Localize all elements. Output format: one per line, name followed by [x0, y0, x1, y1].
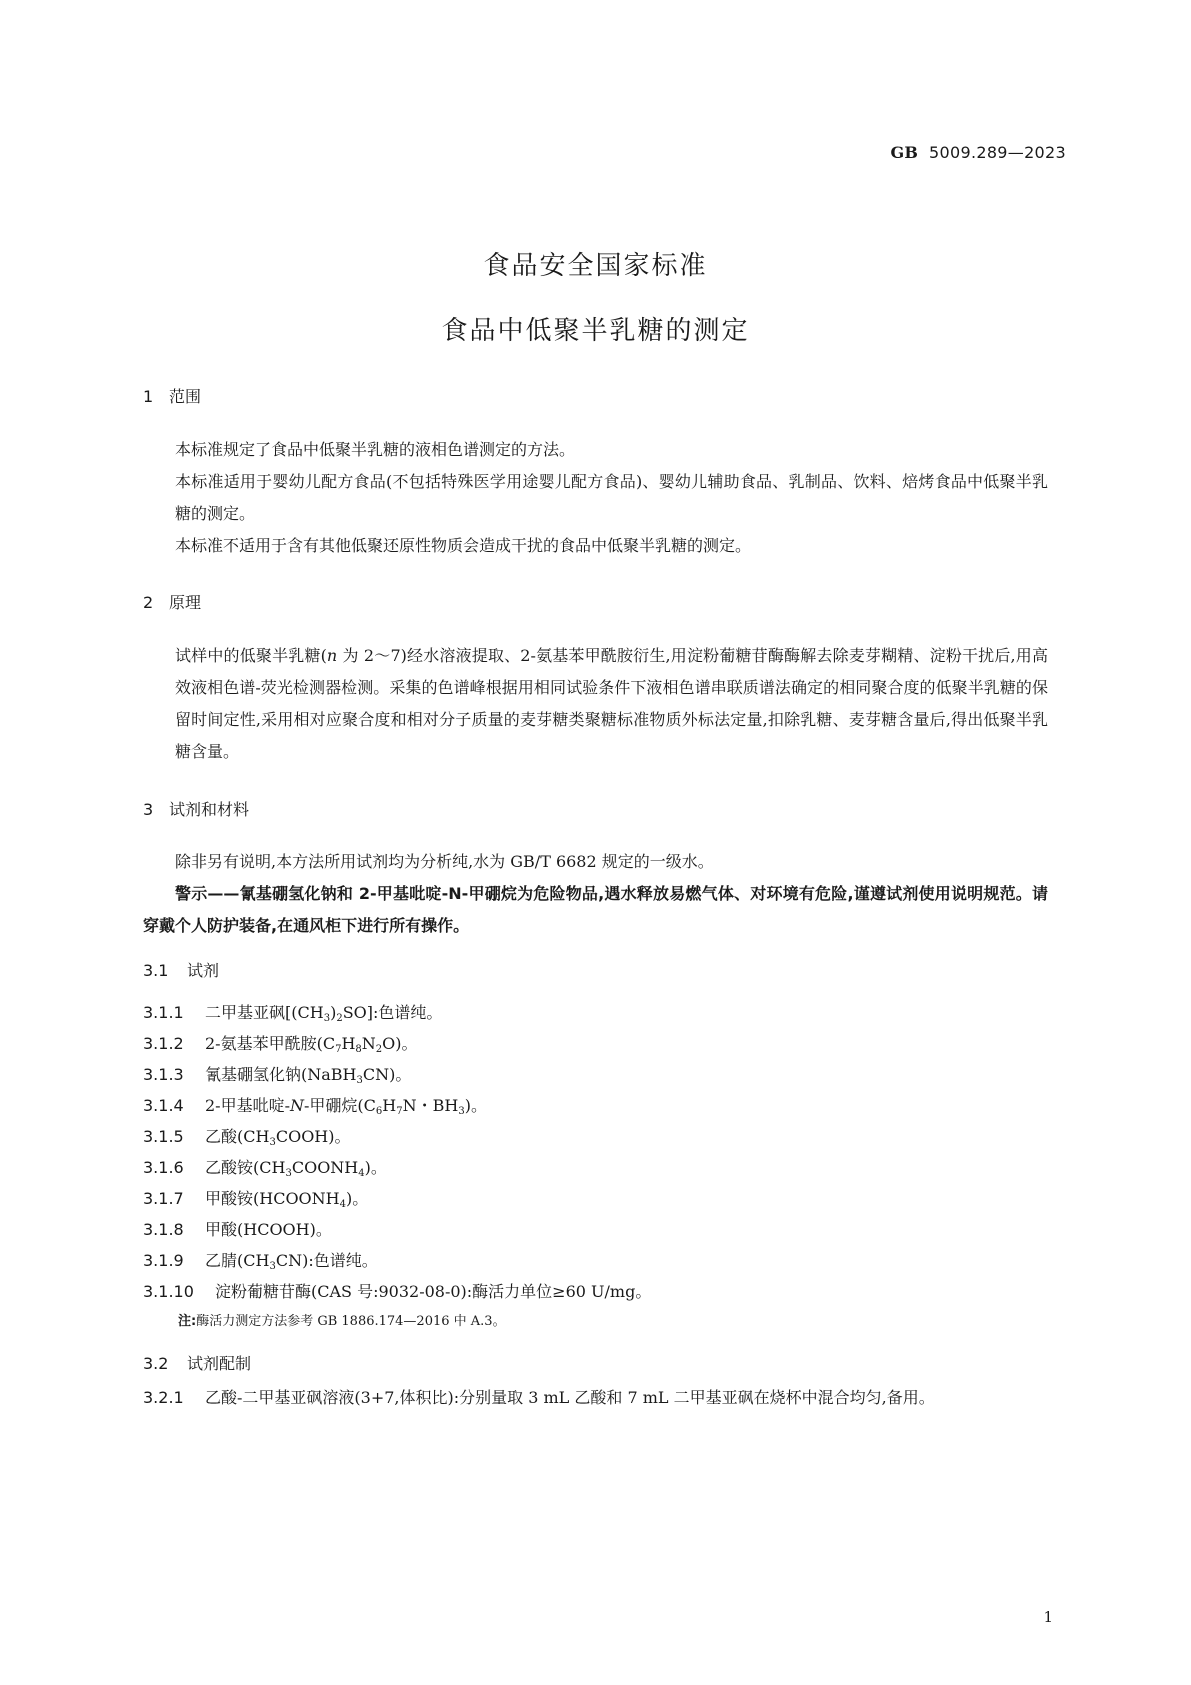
- reagent-item: [143, 1279, 651, 1302]
- text-run: N・BH: [402, 1096, 459, 1115]
- text-run: )。: [464, 1096, 487, 1115]
- text-run: 2-氨基苯甲酰胺(C: [205, 1034, 336, 1053]
- section-title: 试剂: [187, 961, 220, 980]
- subscript: 3: [323, 1013, 331, 1024]
- section-title: 试剂配制: [187, 1354, 252, 1373]
- text-run: )。: [346, 1189, 369, 1208]
- subscript: 2: [375, 1044, 383, 1055]
- standard-code: [890, 143, 1066, 162]
- subscript: 7: [335, 1044, 342, 1055]
- subscript: 4: [339, 1199, 347, 1210]
- text-run: COOH)。: [275, 1127, 351, 1146]
- section-number: 1: [143, 387, 154, 406]
- paragraph: 本标准规定了食品中低聚半乳糖的液相色谱测定的方法。: [175, 440, 576, 459]
- document-title-line2: 食品中低聚半乳糖的测定: [441, 316, 750, 346]
- section-number: 2: [143, 593, 154, 612]
- section-number: 3: [143, 800, 154, 819]
- item-number: 3.1.6: [143, 1158, 184, 1177]
- standard-code-number: 5009.289—2023: [929, 143, 1066, 162]
- text-run: 甲酸(HCOOH)。: [205, 1220, 332, 1239]
- prep-text: 乙酸-二甲基亚砜溶液(3+7,体积比):分别量取 3 mL 乙酸和 7 mL 二甲基亚砜在烧杯中混合均匀,备用。: [205, 1388, 935, 1407]
- section-title: 试剂和材料: [169, 800, 250, 819]
- item-number: 3.1.9: [143, 1251, 184, 1270]
- text-run: 甲酸铵(HCOONH: [205, 1189, 340, 1208]
- item-number: 3.1.4: [143, 1096, 184, 1115]
- text-run: 氰基硼氢化钠(NaBH: [205, 1065, 357, 1084]
- item-number: 3.1.5: [143, 1127, 184, 1146]
- text-run: COONH: [291, 1158, 359, 1177]
- text-run: O)。: [382, 1034, 418, 1053]
- standard-code-prefix: GB: [890, 143, 919, 162]
- reagent-item: [143, 1000, 442, 1024]
- text-run: 淀粉葡糖苷酶(CAS 号:9032-08-0):酶活力单位≥60 U/mg。: [215, 1282, 652, 1301]
- section-number: 3.2: [143, 1354, 169, 1373]
- text-run: 试样中的低聚半乳糖(: [175, 646, 327, 665]
- item-number: 3.1.2: [143, 1034, 184, 1053]
- paragraph: [143, 640, 1048, 768]
- reagent-item: [143, 1186, 368, 1210]
- text-run: 乙腈(CH: [205, 1251, 270, 1270]
- reagent-item: [143, 1124, 351, 1148]
- subscript: 3: [269, 1137, 276, 1148]
- text-run: 乙酸(CH: [205, 1127, 270, 1146]
- subscript: 7: [396, 1106, 403, 1117]
- reagent-item: [143, 1155, 387, 1179]
- text-run: N: [361, 1034, 376, 1053]
- paragraph: 本标准适用于婴幼儿配方食品(不包括特殊医学用途婴儿配方食品)、婴幼儿辅助食品、乳制品、饮料、焙烤食品中低聚半乳糖的测定。: [175, 472, 1048, 523]
- text-run: CN)。: [362, 1065, 412, 1084]
- text-run: -甲硼烷(C: [304, 1096, 376, 1115]
- subscript: 3: [458, 1106, 465, 1117]
- section-1-heading: [143, 384, 201, 407]
- section-3-2-heading: [143, 1351, 251, 1374]
- reagent-item: [143, 1248, 378, 1272]
- note-text: 酶活力测定方法参考 GB 1886.174—2016 中 A.3。: [196, 1314, 506, 1329]
- section-2-heading: [143, 590, 201, 613]
- text-run: H: [341, 1034, 356, 1053]
- subscript: 4: [358, 1168, 365, 1179]
- reagent-item: [143, 1031, 418, 1055]
- prep-item: [143, 1382, 1048, 1414]
- item-number: 3.1.1: [143, 1003, 184, 1022]
- text-run: ): [330, 1003, 337, 1022]
- text-run: CN):色谱纯。: [275, 1251, 378, 1270]
- italic-n: N: [290, 1096, 304, 1115]
- paragraph: 本标准不适用于含有其他低聚还原性物质会造成干扰的食品中低聚半乳糖的测定。: [175, 536, 752, 555]
- section-number: 3.1: [143, 961, 169, 980]
- page-number: 1: [1043, 1608, 1053, 1626]
- subscript: 3: [269, 1261, 276, 1272]
- text-run: SO]:色谱纯。: [342, 1003, 443, 1022]
- subscript: 6: [375, 1106, 383, 1117]
- text-run: 二甲基亚砜[(CH: [205, 1003, 324, 1022]
- section-3-body: [143, 846, 1048, 878]
- text-run: H: [382, 1096, 397, 1115]
- item-number: 3.1.3: [143, 1065, 184, 1084]
- section-title: 原理: [169, 593, 202, 612]
- subscript: 2: [336, 1013, 343, 1024]
- section-1-body: [143, 434, 1048, 562]
- text-run: 为 2～7)经水溶液提取、2-氨基苯甲酰胺衍生,用淀粉葡糖苷酶酶解去除麦芽糊精、淀粉干扰后,用高效液相色谱-荧光检测器检测。采集的色谱峰根据用相同试验条件下液相色谱串联质谱法确定的相同聚合度的低聚半乳糖的保留时间定性,采用相对应聚合度和相对分子质量的麦芽糖类聚糖标准物质外标法定量,扣除乳糖、麦芽糖含量后,得出低聚半乳糖含量。: [175, 646, 1048, 761]
- item-number: 3.2.1: [143, 1388, 184, 1407]
- text-run: )。: [364, 1158, 387, 1177]
- item-number: 3.1.8: [143, 1220, 184, 1239]
- section-3-heading: [143, 797, 249, 820]
- section-3-1-heading: [143, 958, 219, 981]
- text-run: 乙酸铵(CH: [205, 1158, 286, 1177]
- section-2-body: [143, 640, 1048, 768]
- reagent-item: [143, 1062, 411, 1086]
- item-number: 3.1.10: [143, 1282, 194, 1301]
- subscript: 8: [355, 1044, 362, 1055]
- warning-text: [143, 878, 1048, 942]
- paragraph: 除非另有说明,本方法所用试剂均为分析纯,水为 GB/T 6682 规定的一级水。: [175, 852, 714, 871]
- reagent-item: [143, 1093, 487, 1117]
- warning-body: 警示——氰基硼氢化钠和 2-甲基吡啶-N-甲硼烷为危险物品,遇水释放易燃气体、对环境有危险,谨遵试剂使用说明规范。请穿戴个人防护装备,在通风柜下进行所有操作。: [143, 884, 1048, 935]
- document-title-line1: 食品安全国家标准: [483, 251, 708, 281]
- reagent-item: [143, 1217, 332, 1240]
- italic-n: n: [326, 646, 338, 665]
- section-title: 范围: [169, 387, 202, 406]
- note: [178, 1310, 506, 1329]
- subscript: 3: [285, 1168, 292, 1179]
- subscript: 3: [356, 1075, 363, 1086]
- text-run: 2-甲基吡啶-: [205, 1096, 290, 1115]
- note-label: 注:: [178, 1314, 197, 1329]
- item-number: 3.1.7: [143, 1189, 184, 1208]
